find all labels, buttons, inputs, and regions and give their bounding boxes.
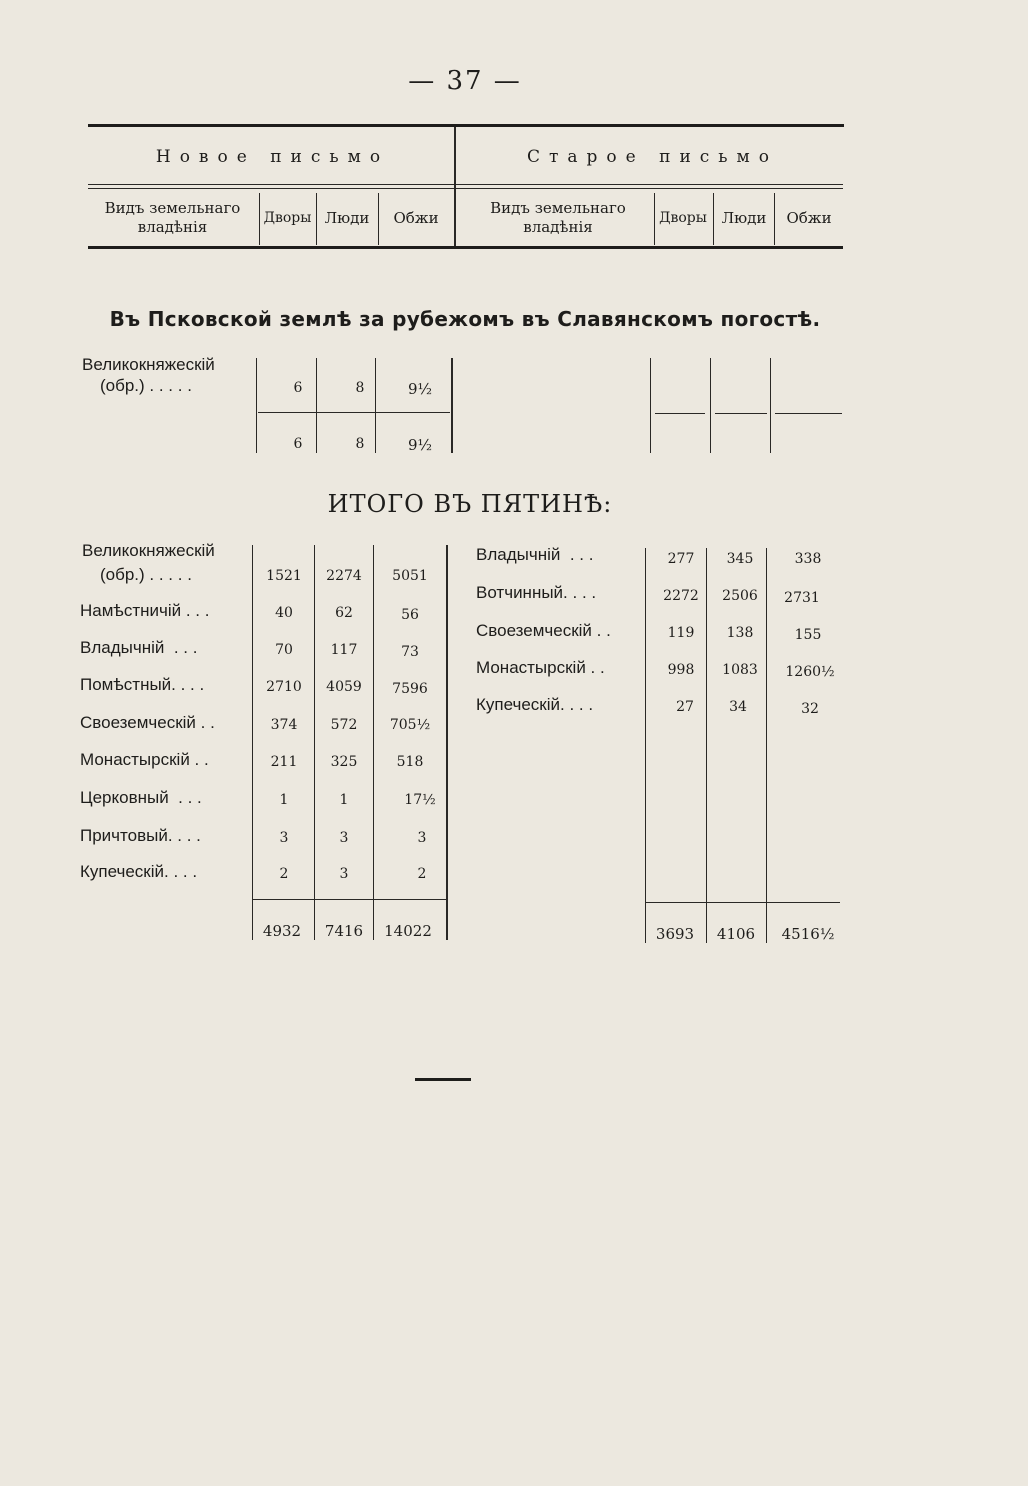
itogo-old-dvory: 2272 — [663, 588, 699, 604]
old-col-dvory: Дворы — [659, 210, 707, 226]
itogo-old-obzhi: 155 — [794, 627, 822, 643]
itogo-new-dvory: 3 — [279, 830, 289, 846]
itogo-new-total-lyudi: 7416 — [324, 922, 364, 940]
header-bottom-rule — [88, 246, 843, 249]
section-vline — [316, 358, 317, 453]
itogo-new-lyudi: 2274 — [326, 568, 362, 584]
itogo-old-total-rule — [646, 902, 840, 903]
section-row-obzhi: 9½ — [407, 380, 433, 398]
itogo-old-obzhi: 32 — [801, 701, 819, 717]
itogo-center-vline — [446, 545, 448, 940]
itogo-new-row-label: Намѣстничій . . . — [80, 601, 210, 620]
header-double-rule-a — [88, 184, 843, 185]
section-vline — [770, 358, 771, 453]
header-vline — [774, 193, 775, 245]
itogo-new-dvory: 40 — [275, 605, 293, 621]
itogo-new-row-label: Причтовый. . . . — [80, 826, 201, 845]
itogo-new-obzhi: 518 — [396, 754, 424, 770]
itogo-new-row-label: Купеческій. . . . — [80, 862, 198, 881]
new-col-lyudi: Люди — [324, 209, 370, 227]
itogo-old-dvory: 27 — [676, 699, 694, 715]
itogo-old-total-obzhi: 4516½ — [781, 925, 835, 943]
section-total-lyudi: 8 — [355, 436, 365, 452]
itogo-new-row-label-cont: (обр.) . . . . . — [100, 565, 192, 584]
itogo-vline — [706, 548, 707, 943]
itogo-new-dvory: 1 — [279, 792, 289, 808]
section-vline — [375, 358, 376, 453]
itogo-old-dvory: 119 — [667, 625, 695, 641]
old-col-lyudi: Люди — [721, 209, 767, 227]
section-vline — [650, 358, 651, 453]
itogo-old-obzhi: 1260½ — [785, 664, 835, 680]
itogo-old-row-label: Владычній . . . — [476, 545, 594, 564]
section-title: Въ Псковской землѣ за рубежомъ въ Славянскомъ погостѣ. — [109, 307, 821, 331]
itogo-old-obzhi: 338 — [794, 551, 822, 567]
itogo-vline — [252, 545, 253, 940]
itogo-old-row-label: Своеземческій . . — [476, 621, 611, 640]
itogo-new-obzhi: 7596 — [392, 681, 428, 697]
itogo-old-lyudi: 34 — [729, 699, 747, 715]
itogo-new-lyudi: 117 — [330, 642, 358, 658]
header-vline — [378, 193, 379, 245]
itogo-new-lyudi: 3 — [339, 866, 349, 882]
itogo-new-dvory: 70 — [275, 642, 293, 658]
section-old-rule — [775, 413, 842, 414]
new-col-kind: Видъ земельнаго владѣнія — [104, 199, 241, 236]
header-center-divider — [454, 127, 456, 247]
itogo-new-dvory: 211 — [270, 754, 298, 770]
old-col-kind: Видъ земельнаго владѣнія — [490, 199, 626, 236]
end-rule — [415, 1078, 471, 1081]
itogo-vline — [314, 545, 315, 940]
header-top-rule — [88, 124, 844, 127]
itogo-new-dvory: 1521 — [266, 568, 302, 584]
section-total-obzhi: 9½ — [407, 436, 433, 454]
section-center-vline — [451, 358, 453, 453]
itogo-new-row-label: Великокняжескій — [82, 541, 215, 560]
section-row-label-cont: (обр.) . . . . . — [100, 376, 192, 395]
itogo-old-row-label: Монастырскій . . — [476, 658, 605, 677]
itogo-new-lyudi: 572 — [330, 717, 358, 733]
itogo-new-row-label: Помѣстный. . . . — [80, 675, 205, 694]
itogo-old-lyudi: 1083 — [722, 662, 758, 678]
itogo-new-obzhi: 3 — [417, 830, 427, 846]
itogo-new-obzhi: 17½ — [404, 792, 436, 808]
itogo-new-lyudi: 1 — [339, 792, 349, 808]
itogo-old-total-dvory: 3693 — [655, 925, 695, 943]
itogo-old-obzhi: 2731 — [784, 590, 820, 606]
section-subtotal-rule — [258, 412, 450, 413]
itogo-old-dvory: 277 — [667, 551, 695, 567]
itogo-new-row-label: Владычній . . . — [80, 638, 198, 657]
itogo-new-total-dvory: 4932 — [262, 922, 302, 940]
itogo-old-row-label: Вотчинный. . . . — [476, 583, 597, 602]
itogo-new-lyudi: 62 — [335, 605, 353, 621]
itogo-new-lyudi: 325 — [330, 754, 358, 770]
old-letter-heading: Старое письмо — [526, 147, 779, 167]
section-vline — [256, 358, 257, 453]
itogo-new-dvory: 2 — [279, 866, 289, 882]
itogo-vline — [766, 548, 767, 943]
itogo-new-dvory: 2710 — [266, 679, 302, 695]
itogo-old-lyudi: 345 — [726, 551, 754, 567]
section-total-dvory: 6 — [293, 436, 303, 452]
itogo-old-row-label: Купеческій. . . . — [476, 695, 594, 714]
itogo-new-total-obzhi: 14022 — [384, 922, 432, 940]
itogo-new-row-label: Церковный . . . — [80, 788, 202, 807]
header-double-rule-b — [88, 188, 843, 189]
itogo-new-row-label: Своеземческій . . — [80, 713, 215, 732]
itogo-new-lyudi: 3 — [339, 830, 349, 846]
old-col-obzhi: Обжи — [786, 209, 832, 227]
new-col-dvory: Дворы — [263, 210, 312, 226]
itogo-new-obzhi: 5051 — [392, 568, 428, 584]
itogo-new-row-label: Монастырскій . . — [80, 750, 209, 769]
section-row-lyudi: 8 — [355, 380, 365, 396]
itogo-new-obzhi: 705½ — [389, 717, 431, 733]
itogo-new-obzhi: 2 — [417, 866, 427, 882]
section-old-rule — [715, 413, 767, 414]
itogo-new-obzhi: 73 — [401, 644, 419, 660]
itogo-new-total-rule — [252, 899, 448, 900]
new-letter-heading: Новое письмо — [155, 147, 390, 167]
section-vline — [710, 358, 711, 453]
itogo-old-lyudi: 138 — [726, 625, 754, 641]
section-row-label: Великокняжескій — [82, 355, 215, 374]
itogo-title: ИТОГО ВЪ ПЯТИНѢ: — [327, 490, 613, 518]
itogo-vline — [645, 548, 646, 943]
itogo-old-dvory: 998 — [667, 662, 695, 678]
itogo-new-lyudi: 4059 — [326, 679, 362, 695]
itogo-old-total-lyudi: 4106 — [716, 925, 756, 943]
itogo-new-obzhi: 56 — [401, 607, 419, 623]
itogo-new-dvory: 374 — [270, 717, 298, 733]
new-col-obzhi: Обжи — [393, 209, 439, 227]
section-row-dvory: 6 — [293, 380, 303, 396]
page-number: — 37 — — [408, 66, 522, 96]
section-old-rule — [655, 413, 705, 414]
itogo-old-lyudi: 2506 — [722, 588, 758, 604]
itogo-vline — [373, 545, 374, 940]
